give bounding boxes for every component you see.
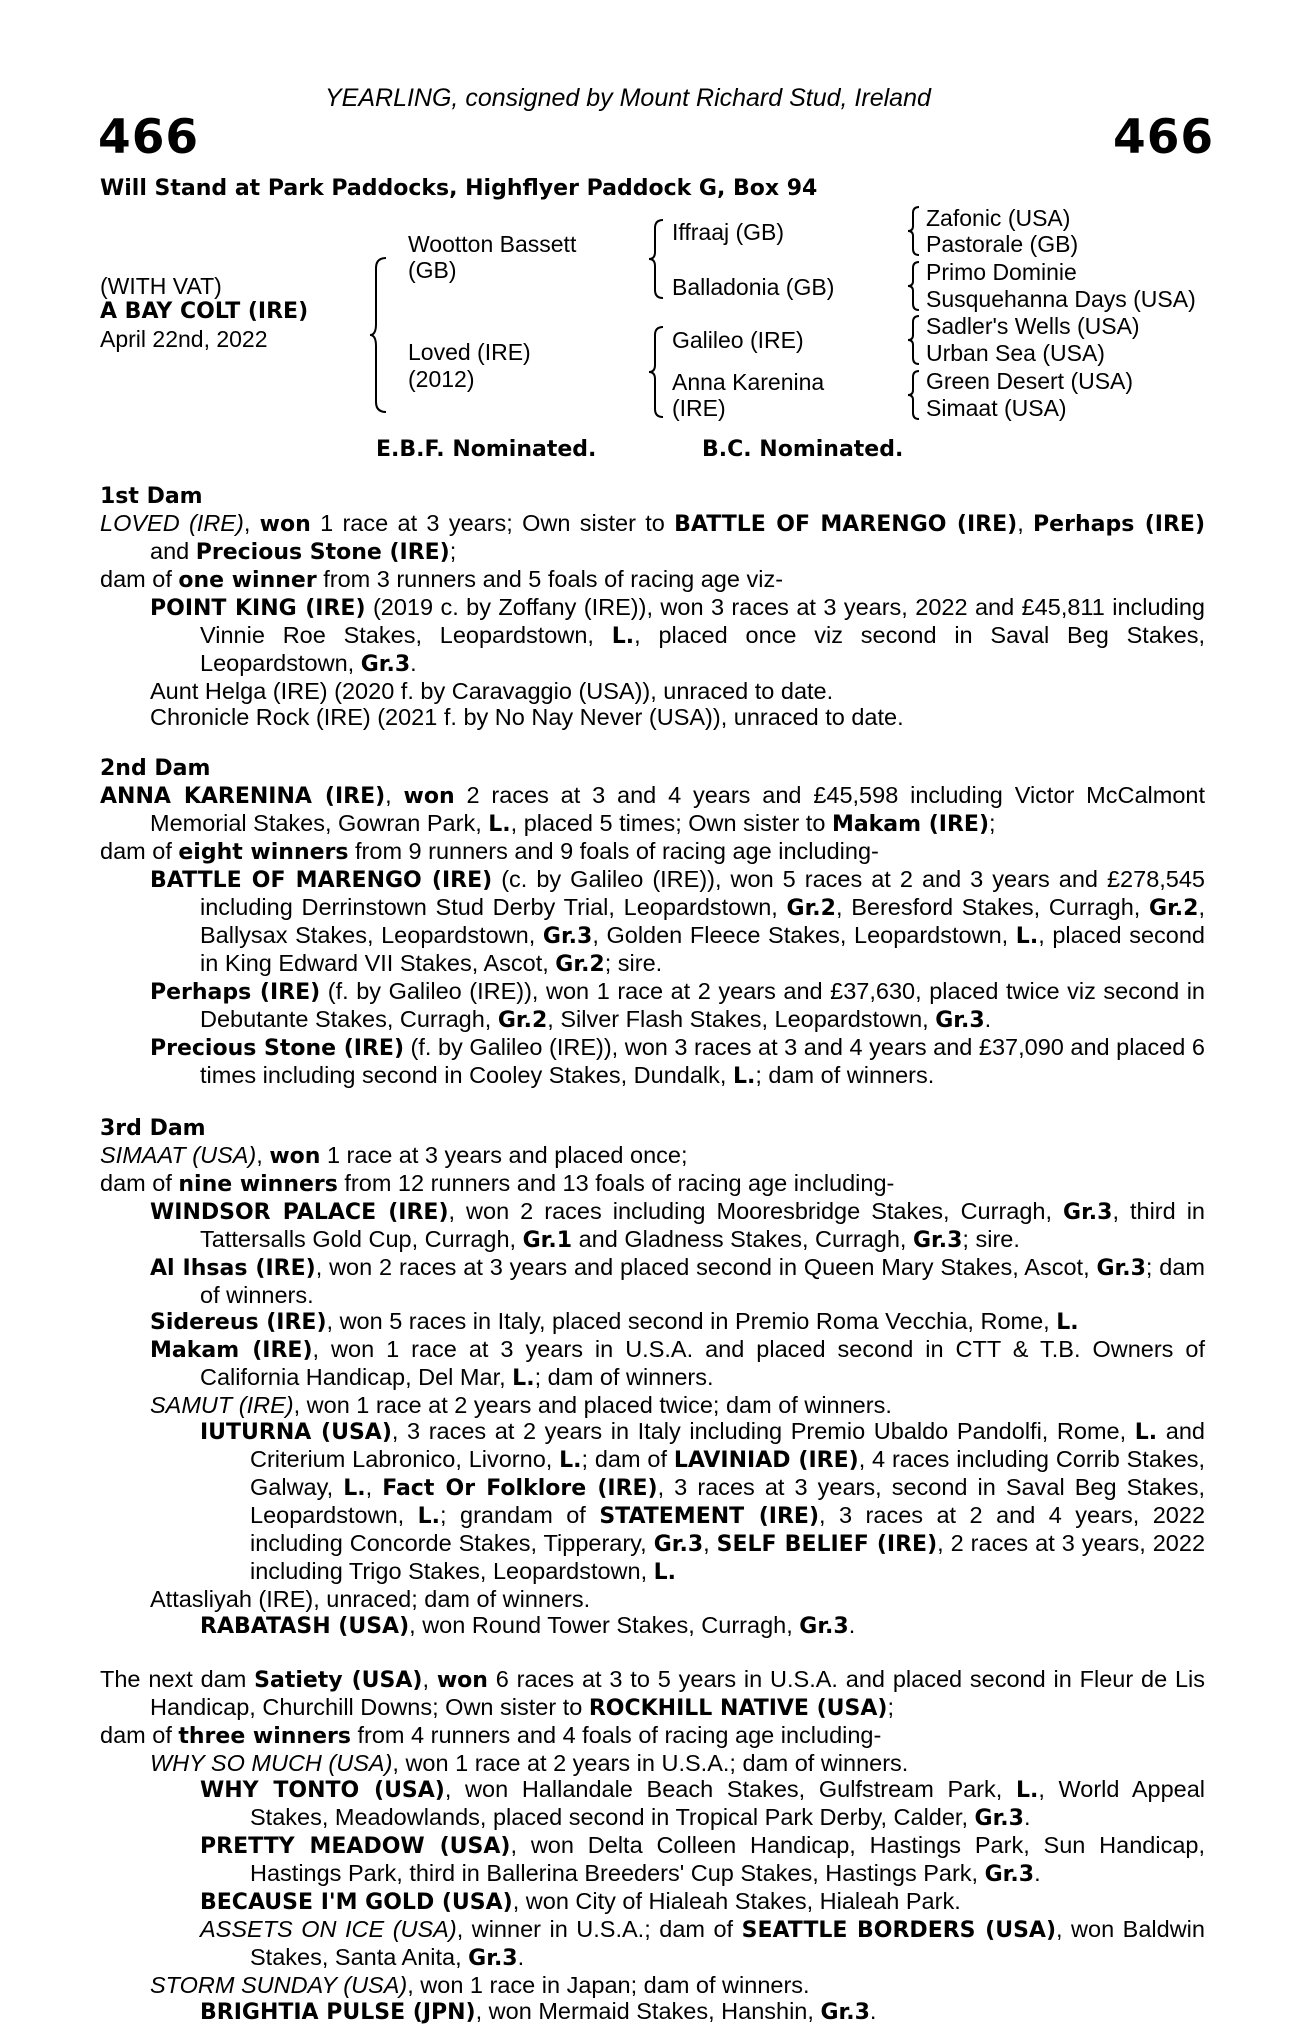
produce-entry: ASSETS ON ICE (USA), winner in U.S.A.; dam of SEATTLE BORDERS (USA), won Baldwin Stakes, Santa Anita, Gr.3. — [200, 1916, 1205, 1971]
gg-brace-1 — [907, 205, 921, 257]
dam-year: (2012) — [408, 366, 475, 392]
sire-country: (GB) — [408, 257, 457, 283]
produce-entry: Makam (IRE), won 1 race at 3 years in U.S.A. and placed second in CTT & T.B. Owners of California Handicap, Del Mar, L.; dam of winners. — [150, 1336, 1206, 1391]
dam1-produce-summary: dam of one winner from 3 runners and 5 foals of racing age viz- — [100, 566, 784, 593]
dam2-produce-summary: dam of eight winners from 9 runners and 9 foals of racing age including- — [100, 838, 879, 865]
horse-name: A BAY COLT (IRE) — [100, 299, 309, 324]
dam-brace — [647, 325, 665, 419]
gg-1: Zafonic (USA) — [926, 205, 1071, 231]
gg-4: Susquehanna Days (USA) — [926, 286, 1196, 312]
lot-number-right: 466 — [1113, 110, 1215, 165]
sire-brace — [647, 218, 665, 300]
produce-entry: WHY SO MUCH (USA), won 1 race at 2 years in U.S.A.; dam of winners. — [150, 1750, 909, 1776]
produce-entry: BECAUSE I'M GOLD (USA), won City of Hialeah Stakes, Hialeah Park. — [200, 1888, 961, 1915]
pedigree-brace-main — [368, 256, 390, 414]
dam-sire: Galileo (IRE) — [672, 327, 804, 353]
gg-brace-4 — [907, 369, 921, 421]
dam-name: Loved (IRE) — [408, 339, 531, 365]
pedigree-notes — [100, 484, 1205, 2026]
produce-entry: IUTURNA (USA), 3 races at 2 years in Italy including Premio Ubaldo Pandolfi, Rome, L. and Criterium Labronico, Livorno, L.; dam of LAVINIAD (IRE), 4 races including Corrib Stakes, Galway, L., Fact Or Folklore (IRE), 3 races at 3 years, second in Saval Beg Stakes, Leopardstown, L.; grandam of STATEMENT (IRE), 3 races at 2 and 4 years, 2022 including Concorde Stakes, Tipperary, Gr.3, SELF BELIEF (IRE), 2 races at 3 years, 2022 including Trigo Stakes, Leopardstown, L. — [200, 1418, 1206, 1585]
produce-entry: PRETTY MEADOW (USA), won Delta Colleen Handicap, Hastings Park, Sun Handicap, Hastings Park, third in Ballerina Breeders' Cup Stakes, Hastings Park, Gr.3. — [200, 1832, 1205, 1887]
gg-3: Primo Dominie — [926, 259, 1077, 285]
ebf-nomination: E.B.F. Nominated. — [376, 437, 597, 462]
produce-entry: Al Ihsas (IRE), won 2 races at 3 years and placed second in Queen Mary Stakes, Ascot, Gr.3; dam of winners. — [150, 1254, 1205, 1308]
next-dam-produce-summary: dam of three winners from 4 runners and 4 foals of racing age including- — [100, 1722, 882, 1749]
produce-entry: POINT KING (IRE) (2019 c. by Zoffany (IRE)), won 3 races at 3 years, 2022 and £45,811 including Vinnie Roe Stakes, Leopardstown, L., placed once viz second in Saval Beg Stakes, Leopardstown, Gr.3. — [150, 594, 1205, 677]
produce-entry: BATTLE OF MARENGO (IRE) (c. by Galileo (IRE)), won 5 races at 2 and 3 years and £278,545 including Derrinstown Stud Derby Trial, Leopardstown, Gr.2, Beresford Stakes, Curragh, Gr.2, Ballysax Stakes, Leopardstown, Gr.3, Golden Fleece Stakes, Leopardstown, L., placed second in King Edward VII Stakes, Ascot, Gr.2; sire. — [150, 866, 1205, 977]
lot-number-left: 466 — [98, 110, 200, 165]
produce-entry: STORM SUNDAY (USA), won 1 race in Japan; dam of winners. — [150, 1972, 810, 1998]
produce-entry: BRIGHTIA PULSE (JPN), won Mermaid Stakes, Hanshin, Gr.3. — [200, 1998, 877, 2025]
section-heading-2nd-dam: 2nd Dam — [100, 756, 211, 781]
produce-entry: RABATASH (USA), won Round Tower Stakes, Curragh, Gr.3. — [200, 1612, 856, 1639]
produce-entry: Sidereus (IRE), won 5 races in Italy, placed second in Premio Roma Vecchia, Rome, L. — [150, 1308, 1079, 1335]
gg-brace-2 — [907, 260, 921, 312]
produce-entry: Chronicle Rock (IRE) (2021 f. by No Nay Never (USA)), unraced to date. — [150, 704, 904, 730]
next-dam-summary: The next dam Satiety (USA), won 6 races at 3 to 5 years in U.S.A. and placed second in Fleur de Lis Handicap, Churchill Downs; Own sister to ROCKHILL NATIVE (USA); — [100, 1666, 1206, 1721]
produce-entry: WINDSOR PALACE (IRE), won 2 races including Mooresbridge Stakes, Curragh, Gr.3, third in Tattersalls Gold Cup, Curragh, Gr.1 and Gladness Stakes, Curragh, Gr.3; sire. — [150, 1198, 1206, 1253]
vat-note: (WITH VAT) — [100, 273, 222, 299]
produce-entry: Attasliyah (IRE), unraced; dam of winners. — [150, 1586, 591, 1612]
catalogue-header: YEARLING, consigned by Mount Richard Stud, Ireland — [325, 84, 931, 112]
dam1-summary: LOVED (IRE), won 1 race at 3 years; Own sister to BATTLE OF MARENGO (IRE), Perhaps (IRE) and Precious Stone (IRE); — [100, 510, 1206, 565]
section-heading-3rd-dam: 3rd Dam — [100, 1116, 206, 1141]
sire-name: Wootton Bassett — [408, 231, 577, 257]
produce-entry: SAMUT (IRE), won 1 race at 2 years and placed twice; dam of winners. — [150, 1392, 892, 1418]
gg-2: Pastorale (GB) — [926, 231, 1079, 257]
horse-dob: April 22nd, 2022 — [100, 326, 268, 352]
dam3-produce-summary: dam of nine winners from 12 runners and 13 foals of racing age including- — [100, 1170, 895, 1197]
gg-brace-3 — [907, 314, 921, 366]
dam3-summary: SIMAAT (USA), won 1 race at 3 years and placed once; — [100, 1142, 688, 1169]
sire-sire: Iffraaj (GB) — [672, 219, 785, 245]
gg-7: Green Desert (USA) — [926, 368, 1134, 394]
gg-6: Urban Sea (USA) — [926, 340, 1105, 366]
dam2-summary: ANNA KARENINA (IRE), won 2 races at 3 and 4 years and £45,598 including Victor McCalmont Memorial Stakes, Gowran Park, L., placed 5 times; Own sister to Makam (IRE); — [100, 782, 1206, 837]
dam-dam-country: (IRE) — [672, 395, 726, 421]
produce-entry: WHY TONTO (USA), won Hallandale Beach Stakes, Gulfstream Park, L., World Appeal Stakes, Meadowlands, placed second in Tropical Park Derby, Calder, Gr.3. — [200, 1776, 1206, 1831]
produce-entry: Precious Stone (IRE) (f. by Galileo (IRE)), won 3 races at 3 and 4 years and £37,090 and placed 6 times including second in Cooley Stakes, Dundalk, L.; dam of winners. — [150, 1034, 1205, 1089]
bc-nomination: B.C. Nominated. — [702, 437, 904, 462]
gg-8: Simaat (USA) — [926, 395, 1067, 421]
produce-entry: Aunt Helga (IRE) (2020 f. by Caravaggio (USA)), unraced to date. — [150, 678, 834, 704]
gg-5: Sadler's Wells (USA) — [926, 313, 1140, 339]
produce-entry: Perhaps (IRE) (f. by Galileo (IRE)), won 1 race at 2 years and £37,630, placed twice viz second in Debutante Stakes, Curragh, Gr.2, Silver Flash Stakes, Leopardstown, Gr.3. — [150, 978, 1205, 1033]
stabling-location: Will Stand at Park Paddocks, Highflyer Paddock G, Box 94 — [100, 176, 818, 201]
section-heading-1st-dam: 1st Dam — [100, 484, 203, 509]
sire-dam: Balladonia (GB) — [672, 274, 835, 300]
dam-dam-name: Anna Karenina — [672, 369, 825, 395]
